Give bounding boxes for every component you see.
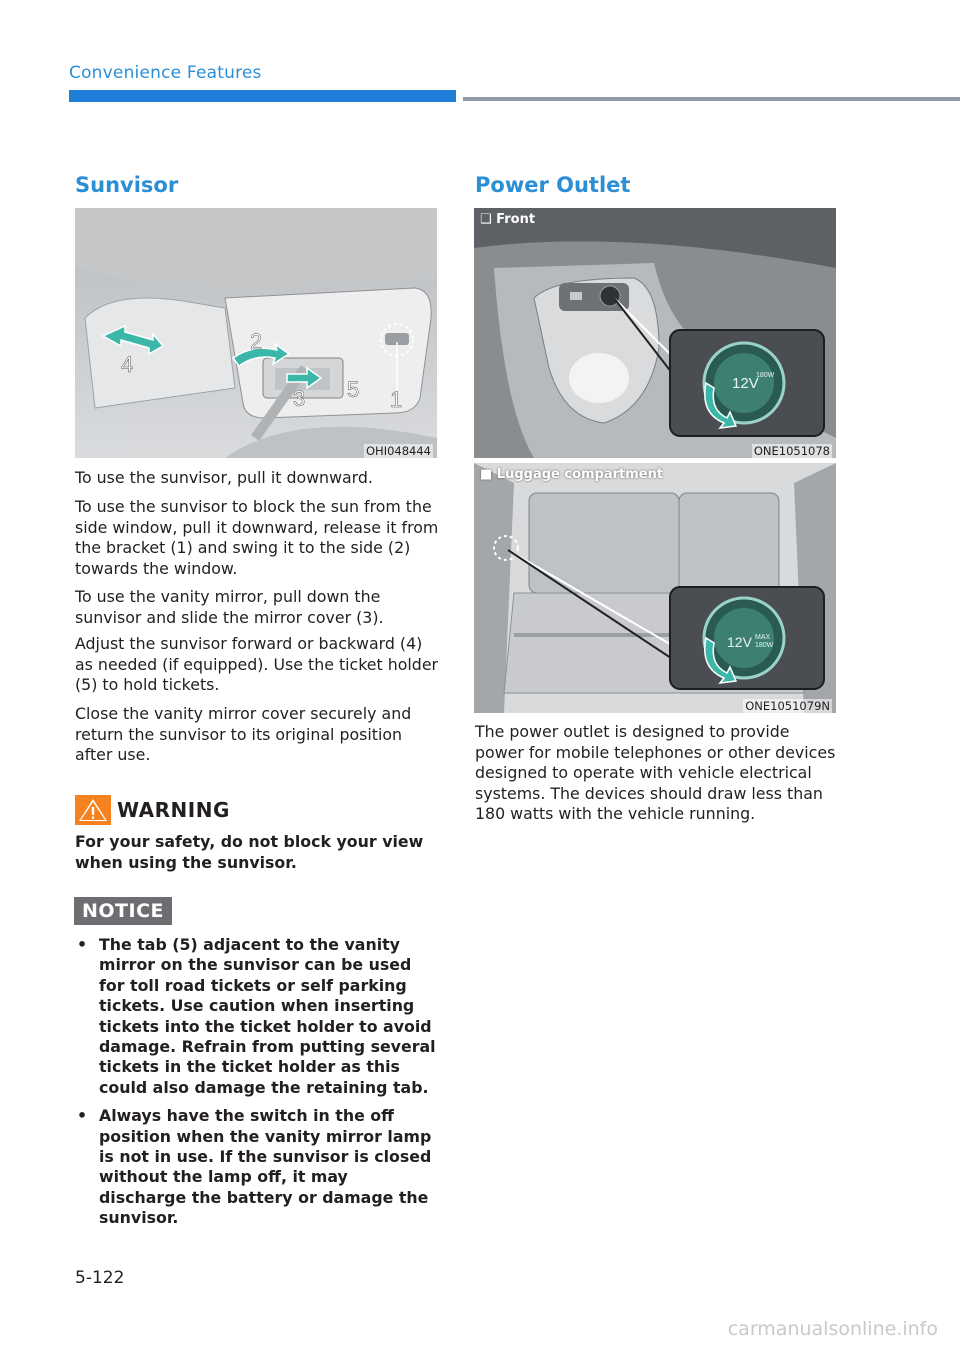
sunvisor-paragraph-2: To use the sunvisor to block the sun from the side window, pull it downward, release it from the bracket (1) and swing it to the side (2) towards the window.	[75, 497, 439, 578]
luggage-outlet-wattage: 180W	[755, 642, 774, 649]
callout-1: 1	[390, 387, 403, 412]
watermark: carmanualsonline.info	[727, 1318, 938, 1340]
power-outlet-title: Power Outlet	[475, 173, 631, 197]
luggage-outlet-voltage: 12V	[727, 634, 752, 650]
figure-code: ONE1051079N	[745, 699, 830, 713]
luggage-figure-tag: ■ Luggage compartment	[480, 467, 664, 482]
front-outlet-voltage: 12V	[732, 375, 759, 392]
notice-item-text: The tab (5) adjacent to the vanity mirror on the sunvisor can be used for toll road tickets or self parking tickets. Use caution when inserting tickets into the ticket holder to avoid damage. Refrain from putting several tickets in the ticket holder as this could also damage the retaining tab.	[99, 935, 436, 1097]
header-section-title: Convenience Features	[69, 63, 262, 83]
power-outlet-front-figure	[474, 208, 836, 458]
callout-4: 4	[121, 352, 134, 377]
sunvisor-figure	[75, 208, 437, 458]
notice-list	[75, 935, 440, 1237]
bullet-icon: •	[77, 1106, 88, 1126]
page-number: 5-122	[75, 1268, 125, 1288]
warning-label: WARNING	[117, 798, 230, 822]
notice-item	[75, 1106, 440, 1228]
front-outlet-wattage: 180W	[756, 372, 775, 379]
luggage-outlet-max: MAX	[755, 634, 771, 641]
notice-badge: NOTICE	[74, 897, 172, 925]
header-divider-bar	[463, 97, 960, 101]
front-figure-tag: ❑ Front	[480, 212, 536, 227]
front-console-illustration	[474, 208, 836, 458]
power-outlet-paragraph: The power outlet is designed to provide power for mobile telephones or other devices designed to operate with vehicle electrical systems. The devices should draw less than 180 watts with the vehicle running.	[475, 722, 836, 823]
callout-5: 5	[347, 377, 360, 402]
sunvisor-paragraph-4: Adjust the sunvisor forward or backward (4) as needed (if equipped). Use the ticket holder (5) to hold tickets.	[75, 634, 439, 694]
sunvisor-title: Sunvisor	[75, 173, 179, 197]
sunvisor-illustration	[75, 208, 437, 458]
callout-3: 3	[293, 386, 306, 411]
header-accent-bar	[69, 90, 456, 102]
sunvisor-paragraph-3: To use the vanity mirror, pull down the sunvisor and slide the mirror cover (3).	[75, 587, 384, 627]
warning-icon	[75, 795, 111, 825]
notice-item-text: Always have the switch in the off position when the vanity mirror lamp is not in use. If the sunvisor is closed without the lamp off, it may discharge the battery or damage the sunvisor.	[99, 1106, 432, 1228]
figure-code: ONE1051078	[753, 444, 830, 458]
sunvisor-paragraph-5: Close the vanity mirror cover securely and return the sunvisor to its original position after use.	[75, 704, 412, 764]
sunvisor-paragraph-1: To use the sunvisor, pull it downward.	[75, 468, 373, 487]
callout-2: 2	[250, 329, 263, 354]
warning-header	[75, 795, 230, 825]
notice-item	[75, 935, 440, 1098]
luggage-compartment-illustration	[474, 463, 836, 713]
power-outlet-luggage-figure	[474, 463, 836, 713]
figure-code: OHI048444	[366, 444, 431, 458]
bullet-icon: •	[77, 935, 88, 954]
warning-text: For your safety, do not block your view when using the sunvisor.	[75, 832, 424, 872]
